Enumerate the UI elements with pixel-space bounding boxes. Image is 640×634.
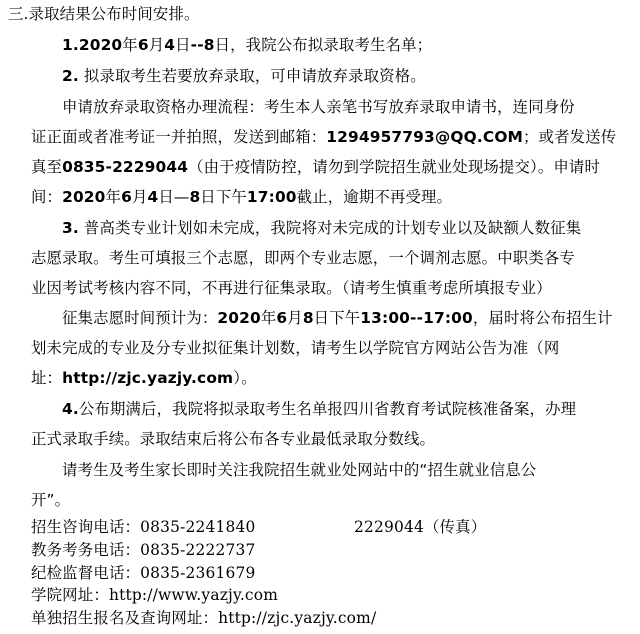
paragraph-5-line-2: 划未完成的专业及分专业拟征集计划数，请考生以学院官方网站公告为准（网 <box>31 339 560 357</box>
paragraph-6-line-1: 4.公布期满后，我院将拟录取考生名单报四川省教育考试院核准备案，办理 <box>62 400 577 418</box>
contact-discipline: 纪检监督电话：0835-2361679 <box>31 564 256 582</box>
paragraph-3-line-1: 申请放弃录取资格办理流程：考生本人亲笔书写放弃录取申请书，连同身份 <box>62 98 575 116</box>
website-link[interactable]: http://zjc.yazjy.com <box>62 369 234 387</box>
contact-website[interactable]: 学院网址：http://www.yazjy.com <box>31 586 279 604</box>
p1-year: 1.2020 <box>62 36 123 54</box>
paragraph-2: 2. 拟录取考生若要放弃录取，可申请放弃录取资格。 <box>62 67 426 85</box>
paragraph-4-line-2: 志愿录取。考生可填报三个志愿，即两个专业志愿，一个调剂志愿。中职类各专 <box>31 249 575 267</box>
paragraph-3-line-2: 证正面或者准考证一并拍照，发送到邮箱：1294957793@QQ.COM；或者发送传 <box>31 128 617 146</box>
contact-academic: 教务考务电话：0835-2222737 <box>31 541 256 559</box>
fax-number: 0835-2229044 <box>62 158 189 176</box>
contact-admissions: 招生咨询电话：0835-2241840 <box>31 518 256 536</box>
email-address: 1294957793@QQ.COM <box>326 128 524 146</box>
paragraph-3-line-4: 间：2020年6月4日—8日下午17:00截止，逾期不再受理。 <box>31 188 453 206</box>
paragraph-6-line-2: 正式录取手续。录取结束后将公布各专业最低录取分数线。 <box>31 430 436 448</box>
paragraph-7-line-1: 请考生及考生家长即时关注我院招生就业处网站中的“招生就业信息公 <box>62 461 537 479</box>
paragraph-4-line-3: 业因考试考核内容不同，不再进行征集录取。（请考生慎重考虑所填报专业） <box>31 279 552 297</box>
paragraph-3-line-3: 真至0835-2229044（由于疫情防控，请勿到学院招生就业处现场提交）。申请时 <box>31 158 600 176</box>
section-title: 三.录取结果公布时间安排。 <box>8 5 200 23</box>
paragraph-7-line-2: 开”。 <box>31 491 71 509</box>
paragraph-4-line-1: 3. 普高类专业计划如未完成，我院将对未完成的计划专业以及缺额人数征集 <box>62 219 582 237</box>
paragraph-1: 1.2020年6月4日--8日，我院公布拟录取考生名单； <box>62 36 433 54</box>
contact-separate-enrollment[interactable]: 单独招生报名及查询网址：http://zjc.yazjy.com/ <box>31 609 377 627</box>
paragraph-5-line-1: 征集志愿时间预计为：2020年6月8日下午13:00--17:00，届时将公布招生计 <box>62 309 613 327</box>
paragraph-5-line-3: 址：http://zjc.yazjy.com）。 <box>31 369 257 387</box>
contact-admissions-fax: 2229044（传真） <box>354 518 487 536</box>
